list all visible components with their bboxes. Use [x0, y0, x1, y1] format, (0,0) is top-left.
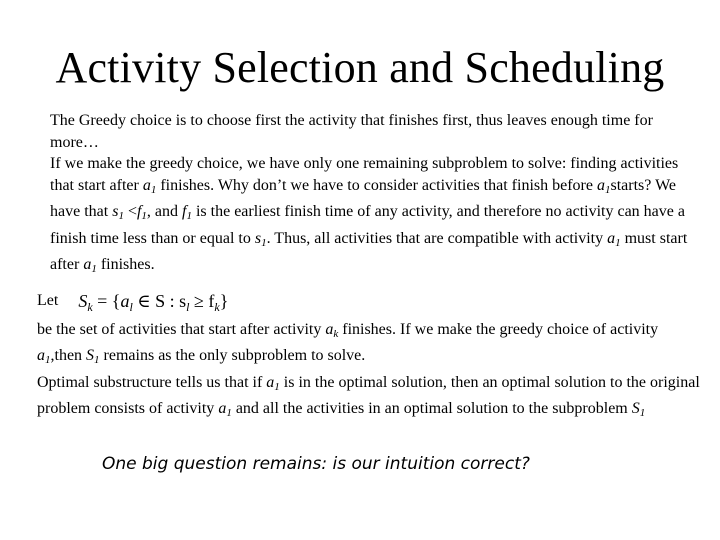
- let-line: Let $S_k = \{a_l$ ∈ S : $s_l \ge f_k$}: [37, 290, 707, 319]
- greedy-choice-paragraph: [50, 110, 700, 281]
- paragraph-line-4: Optimal substructure tells us that if $a_1$ is in the optimal solution, then an optimal solution to the original problem consists of activity $a_1$ and all the activities in an optimal solution to the subproblem $S_1$: [37, 373, 700, 419]
- paragraph-line-3: be the set of activities that start after activity $a_k$ finishes. If we make the greedy choice of activity $a_1,then$ $S_1$ remains as the only subproblem to solve.: [37, 320, 659, 366]
- paragraph-line-1: The Greedy choice is to choose first the activity that finishes first, thus leaves enough time for more…: [50, 112, 653, 151]
- closing-question: One big question remains: is our intuition correct?: [102, 454, 530, 474]
- set-formula: $S_k = \{a_l$ ∈ S : $s_l \ge f_k$}: [78, 291, 229, 314]
- paragraph-line-2: If we make the greedy choice, we have only one remaining subproblem to solve: finding activities that start after $a_1$ finishes. Why don’t we have to consider activities that finish before $a_1starts$? We have that $s_1 <f_1$, and $f_1$ is the earliest finish time of any activity, and therefore no activity can have a finish time less than or equal to $s_1$. Thus, all activities that are compatible with activity $a_1$ must start after $a_1$ finishes.: [50, 155, 688, 275]
- subproblem-paragraph: [37, 290, 707, 425]
- slide-title: Activity Selection and Scheduling: [55, 43, 665, 92]
